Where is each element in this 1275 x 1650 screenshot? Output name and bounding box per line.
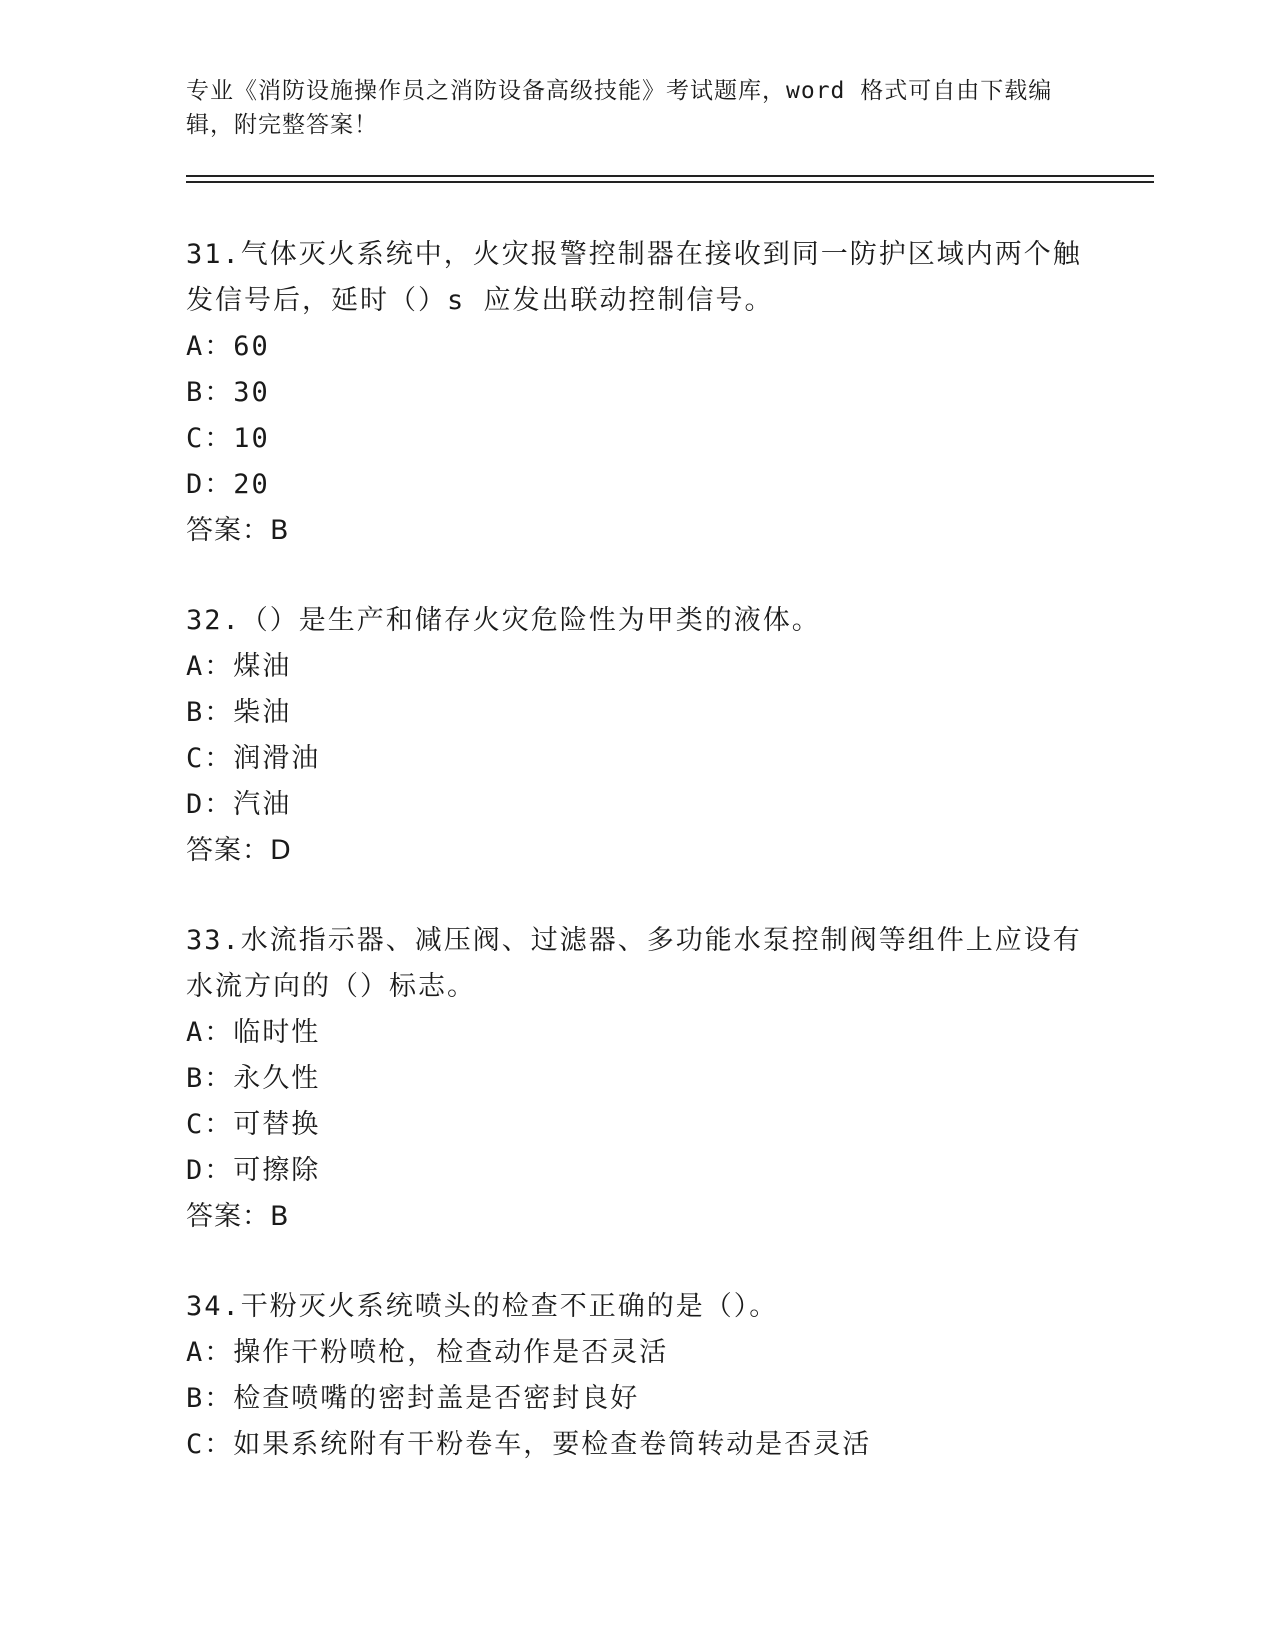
answer-line: 答案：B <box>186 515 290 546</box>
question-text: 32.（）是生产和储存火灾危险性为甲类的液体。 <box>186 605 821 636</box>
option-a: A：操作干粉喷枪，检查动作是否灵活 <box>186 1337 669 1368</box>
header-divider-bottom <box>186 181 1154 183</box>
option-b: B：检查喷嘴的密封盖是否密封良好 <box>186 1383 640 1414</box>
question-text: 33.水流指示器、减压阀、过滤器、多功能水泵控制阀等组件上应设有水流方向的（）标志。 <box>186 925 1082 1002</box>
option-c: C：可替换 <box>186 1109 321 1140</box>
question-34 <box>186 1284 1086 1468</box>
question-31 <box>186 232 1086 554</box>
document-header: 专业《消防设施操作员之消防设备高级技能》考试题库，word 格式可自由下载编辑，附完整答案！ <box>186 78 1053 138</box>
option-d: D：汽油 <box>186 789 292 820</box>
option-c: C：润滑油 <box>186 743 321 774</box>
option-b: B：柴油 <box>186 697 292 728</box>
option-a: A：60 <box>186 331 270 362</box>
question-text: 34.干粉灭火系统喷头的检查不正确的是（）。 <box>186 1291 779 1322</box>
answer-line: 答案：B <box>186 1201 290 1232</box>
option-c: C：如果系统附有干粉卷车，要检查卷筒转动是否灵活 <box>186 1429 872 1460</box>
option-b: B：30 <box>186 377 270 408</box>
option-a: A：临时性 <box>186 1017 321 1048</box>
header-divider-top <box>186 175 1154 177</box>
answer-line: 答案：D <box>186 835 292 866</box>
question-33 <box>186 918 1086 1240</box>
option-d: D：20 <box>186 469 270 500</box>
option-c: C：10 <box>186 423 270 454</box>
option-a: A：煤油 <box>186 651 292 682</box>
question-list <box>186 232 1086 1512</box>
option-b: B：永久性 <box>186 1063 321 1094</box>
question-32 <box>186 598 1086 874</box>
question-text: 31.气体灭火系统中，火灾报警控制器在接收到同一防护区域内两个触发信号后，延时（）s 应发出联动控制信号。 <box>186 239 1082 316</box>
option-d: D：可擦除 <box>186 1155 321 1186</box>
